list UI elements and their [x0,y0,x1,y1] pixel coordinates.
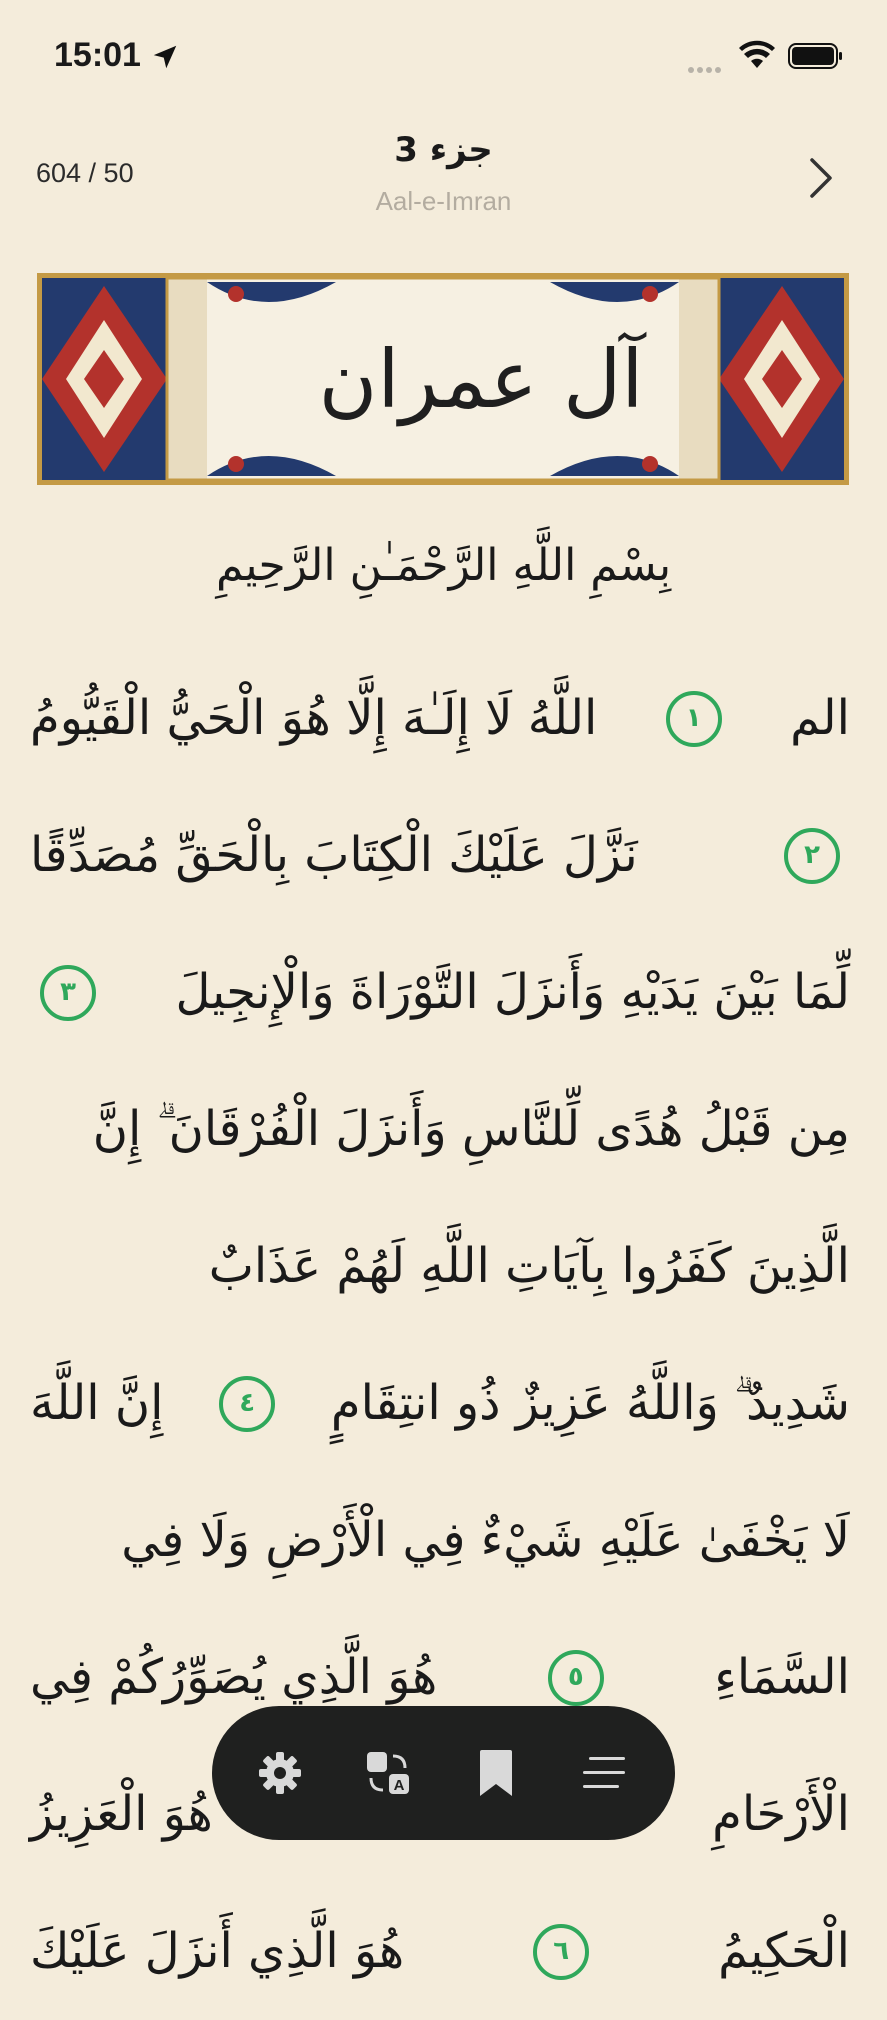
verse-text: مِن قَبْلُ هُدًى لِّلنَّاسِ وَأَنزَلَ الْفُرْقَانَ ۗ إِنَّ [92,1101,850,1157]
ayah-number-marker[interactable]: ٣ [40,965,96,1021]
menu-icon [581,1753,627,1793]
verse-line[interactable] [30,1335,850,1472]
status-time: 15:01 [54,36,141,74]
reader-header [0,120,887,230]
juz-title: جزء 3 [394,130,493,170]
verse-text: هُوَ الَّذِي أَنزَلَ عَلَيْكَ [30,1923,405,1979]
verse-text: الْأَرْحَامِ [712,1786,850,1842]
bottom-toolbar [212,1706,675,1840]
verse-line[interactable] [30,1061,850,1198]
bookmark-icon [474,1748,518,1798]
verse-text: لَا يَخْفَىٰ عَلَيْهِ شَيْءٌ فِي الْأَرْضِ وَلَا فِي [121,1512,850,1568]
verse-text: هُوَ الْعَزِيزُ [30,1786,213,1842]
settings-icon [256,1749,304,1797]
verse-text: شَدِيدٌ ۗ وَاللَّهُ عَزِيزٌ ذُو انتِقَامٍ [330,1375,850,1431]
bookmark-button[interactable] [466,1743,526,1803]
verse-text: السَّمَاءِ [714,1649,850,1705]
verse-text: الْحَكِيمُ [718,1923,850,1979]
translate-icon [363,1748,413,1798]
ayah-number-marker[interactable]: ٤ [219,1376,275,1432]
ayah-number-marker[interactable]: ٦ [533,1924,589,1980]
verse-line[interactable] [30,924,850,1061]
verse-line[interactable] [30,787,850,924]
verse-text: لِّمَا بَيْنَ يَدَيْهِ وَأَنزَلَ التَّوْرَاةَ وَالْإِنجِيلَ [175,964,850,1020]
verse-line[interactable] [30,1883,850,2020]
page-indicator: 604 / 50 [36,158,134,188]
verse-text: الم [790,690,850,746]
verse-text: نَزَّلَ عَلَيْكَ الْكِتَابَ بِالْحَقِّ مُصَدِّقًا [30,827,638,883]
battery-icon [788,42,844,70]
verse-text: إِنَّ اللَّهَ [30,1375,164,1431]
settings-button[interactable] [250,1743,310,1803]
ayah-number-marker[interactable]: ٥ [548,1650,604,1706]
menu-button[interactable] [574,1743,634,1803]
translation-button[interactable] [358,1743,418,1803]
verse-text: اللَّهُ لَا إِلَـٰهَ إِلَّا هُوَ الْحَيُّ الْقَيُّومُ [30,690,598,746]
surah-name-arabic: آل عمران [318,332,644,426]
verse-line[interactable] [30,1198,850,1335]
verse-text: الَّذِينَ كَفَرُوا بِآيَاتِ اللَّهِ لَهُمْ عَذَابٌ [208,1238,850,1294]
verse-line[interactable] [30,1472,850,1609]
verse-text: هُوَ الَّذِي يُصَوِّرُكُمْ فِي [30,1649,438,1705]
ayah-number-marker[interactable]: ١ [666,691,722,747]
ayah-number-marker[interactable]: ٢ [784,828,840,884]
verse-line[interactable] [30,650,850,787]
wifi-icon [738,40,776,70]
chevron-right-icon[interactable] [800,148,840,208]
location-arrow-icon [150,42,180,72]
surah-subtitle: Aal-e-Imran [375,186,512,216]
status-bar [0,0,887,110]
svg-text:A: A [393,1777,405,1794]
surah-banner [36,272,850,486]
cellular-signal-icon [688,58,724,77]
bismillah: بِسْمِ اللَّهِ الرَّحْمَـٰنِ الرَّحِيمِ [215,540,672,591]
